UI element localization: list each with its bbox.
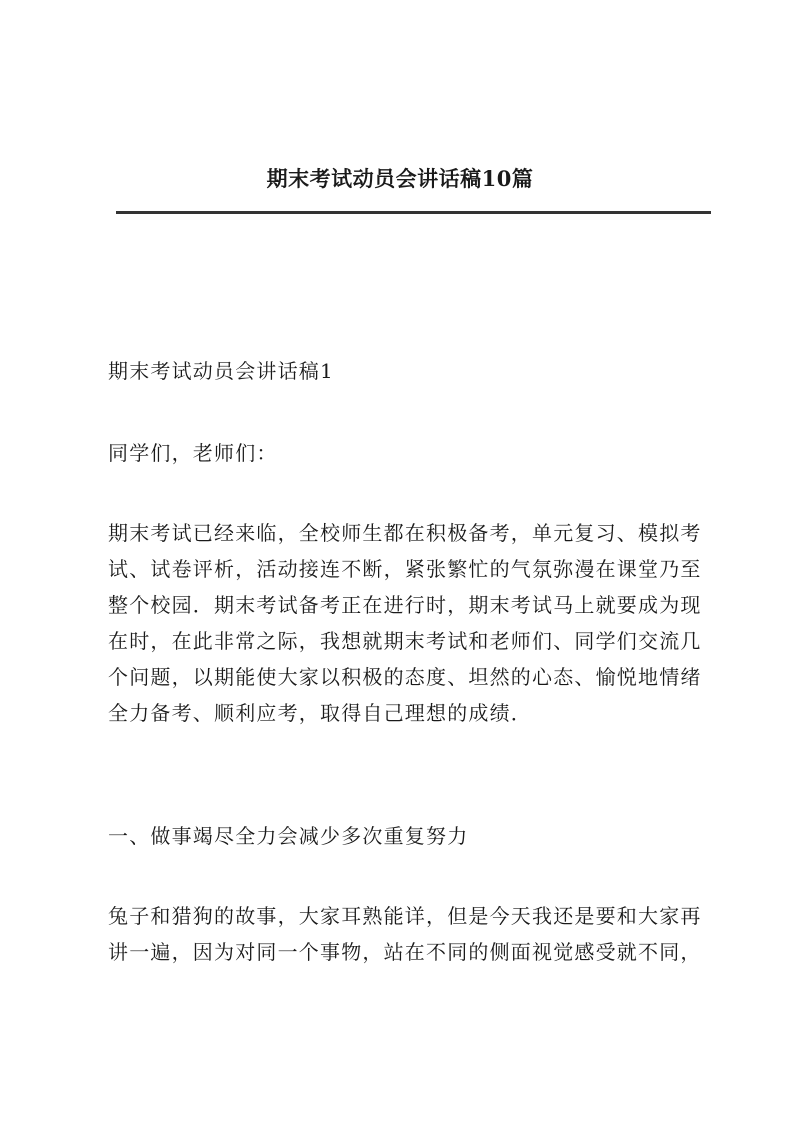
body-paragraph-2: 兔子和猎狗的故事，大家耳熟能详，但是今天我还是要和大家再讲一遍，因为对同一个事物，站在不同的侧面视觉感受就不同，: [108, 904, 702, 964]
title-underline: [116, 211, 711, 214]
subheading-1: 一、做事竭尽全力会减少多次重复努力: [108, 824, 469, 848]
document-title: 期末考试动员会讲话稿10篇: [266, 166, 534, 191]
salutation: 同学们，老师们：: [108, 441, 278, 465]
body-paragraph-1: 期末考试已经来临，全校师生都在积极备考，单元复习、模拟考试、试卷评析，活动接连不断，紧张繁忙的气氛弥漫在课堂乃至整个校园．期末考试备考正在进行时，期末考试马上就要成为现在时，在此非常之际，我想就期末考试和老师们、同学们交流几个问题，以期能使大家以积极的态度、坦然的心态、愉悦地情绪全力备考、顺利应考，取得自己理想的成绩．: [108, 521, 702, 725]
section-heading: 期末考试动员会讲话稿1: [108, 359, 334, 383]
